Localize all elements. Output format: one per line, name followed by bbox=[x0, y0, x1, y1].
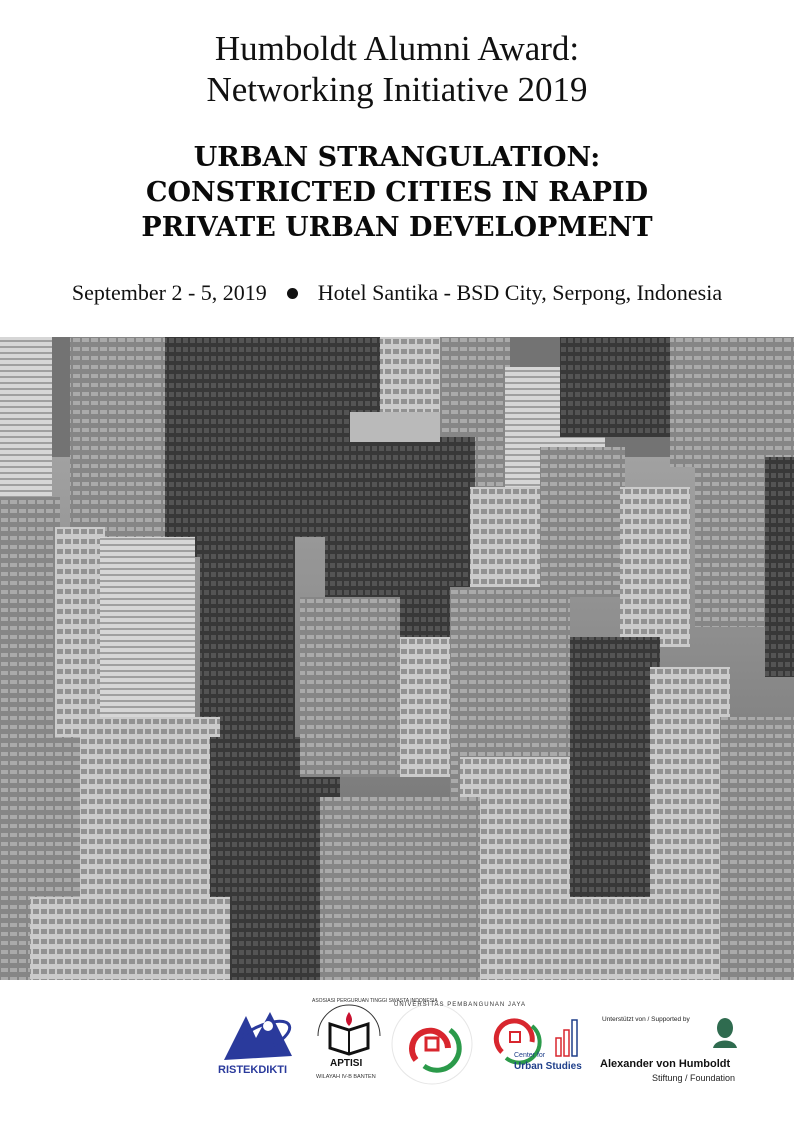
event-title bbox=[0, 140, 794, 245]
ristekdikti-emblem-icon bbox=[218, 1008, 298, 1064]
aptisi-logo bbox=[310, 998, 438, 1090]
event-venue: Hotel Santika - BSD City, Serpong, Indonesia bbox=[317, 280, 723, 305]
sponsor-logos bbox=[0, 980, 794, 1123]
ristekdikti-logo bbox=[218, 1008, 298, 1082]
humboldt-logo bbox=[600, 1016, 750, 1090]
aptisi-name: APTISI bbox=[330, 1058, 363, 1069]
event-title-line-2: CONSTRICTED CITIES IN RAPID bbox=[145, 177, 649, 208]
aptisi-region: WILAYAH IV-B BANTEN bbox=[316, 1074, 376, 1080]
aptisi-book-icon bbox=[310, 998, 438, 1060]
event-title-line-1: URBAN STRANGULATION: bbox=[193, 142, 601, 173]
city-skyline-photo bbox=[0, 337, 794, 980]
award-title-line-1: Humboldt Alumni Award: bbox=[214, 29, 580, 68]
humboldt-portrait-icon bbox=[710, 1016, 740, 1048]
event-title-line-3: PRIVATE URBAN DEVELOPMENT bbox=[141, 212, 653, 243]
aptisi-ring-text: ASOSIASI PERGURUAN TINGGI SWASTA INDONESIA bbox=[312, 998, 438, 1004]
cus-logo bbox=[488, 1012, 588, 1082]
ristekdikti-label: RISTEKDIKTI bbox=[218, 1064, 288, 1076]
upj-ring-text: UNIVERSITAS PEMBANGUNAN JAYA bbox=[394, 1002, 527, 1008]
award-title-line-2: Networking Initiative 2019 bbox=[206, 70, 588, 109]
event-dates: September 2 - 5, 2019 bbox=[71, 280, 267, 305]
humboldt-supported-by: Unterstützt von / Supported by bbox=[602, 1016, 690, 1023]
upj-logo bbox=[388, 1000, 527, 1088]
cus-line-1: Center for bbox=[514, 1052, 546, 1059]
humboldt-foundation: Stiftung / Foundation bbox=[652, 1073, 736, 1083]
award-title bbox=[0, 28, 794, 110]
upj-emblem-icon bbox=[388, 1000, 527, 1088]
bullet-separator bbox=[287, 288, 298, 299]
cus-line-2: Urban Studies bbox=[514, 1061, 582, 1072]
humboldt-name: Alexander von Humboldt bbox=[600, 1058, 731, 1070]
event-info bbox=[0, 278, 794, 308]
